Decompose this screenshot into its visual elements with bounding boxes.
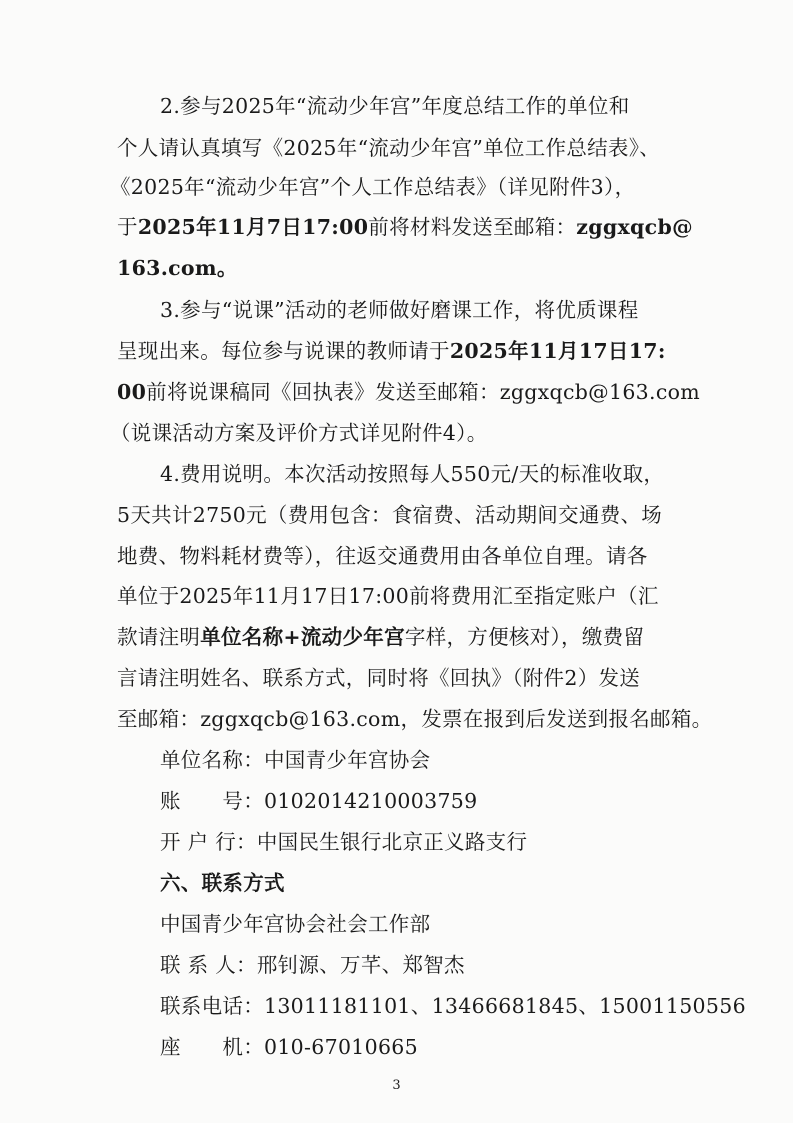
- bank-branch-label: 开 户 行：: [160, 830, 257, 854]
- contact-phone-value: 13011181101、13466681845、15001150556: [264, 994, 746, 1018]
- p3-line-2: [117, 337, 666, 365]
- p3-line-3: [117, 378, 700, 406]
- p4-remark-highlight: 单位名称+流动少年宫: [200, 625, 405, 649]
- p3-deadline: 2025年11月17日17:: [449, 339, 666, 363]
- p4-line-3: 地费、物料耗材费等），往返交通费用由各单位自理。请各: [117, 544, 648, 568]
- p2-line-4-prefix: 于: [117, 215, 138, 239]
- p4-line-6: 言请注明姓名、联系方式，同时将《回执》（附件2）发送: [117, 666, 641, 690]
- contact-phone-label: 联系电话：: [160, 994, 264, 1018]
- p4-line-1: 4.费用说明。本次活动按照每人550元/天的标准收取，: [160, 462, 665, 486]
- bank-name-value: 中国青少年宫协会: [264, 748, 431, 772]
- bank-branch-value: 中国民生银行北京正义路支行: [256, 830, 528, 854]
- bank-name-row: [160, 746, 430, 774]
- p3-deadline-end: 00: [117, 380, 147, 404]
- p2-email-part: zggxqcb@: [576, 215, 693, 239]
- page-number: 3: [392, 1078, 401, 1093]
- contact-phone-row: [160, 992, 746, 1020]
- p4-line-7: 至邮箱：zggxqcb@163.com，发票在报到后发送到报名邮箱。: [117, 707, 713, 731]
- bank-name-label: 单位名称：: [160, 748, 264, 772]
- contact-landline-value: 010-67010665: [264, 1035, 418, 1059]
- contact-landline-label: 座 机：: [160, 1035, 264, 1059]
- contact-heading: 六、联系方式: [160, 871, 285, 895]
- p2-line-1: 2.参与2025年“流动少年宫”年度总结工作的单位和: [160, 94, 630, 118]
- contact-department: 中国青少年宫协会社会工作部: [160, 912, 431, 936]
- bank-account-label: 账 号：: [160, 789, 264, 813]
- p2-deadline: 2025年11月7日17:00: [137, 215, 369, 239]
- p3-line-1: 3.参与“说课”活动的老师做好磨课工作，将优质课程: [160, 298, 639, 322]
- p2-line-3: 《2025年“流动少年宫”个人工作总结表》（详见附件3），: [110, 175, 636, 199]
- p4-line-4: 单位于2025年11月17日17:00前将费用汇至指定账户（汇: [117, 584, 659, 608]
- p2-line-5: 163.com。: [117, 256, 238, 280]
- bank-branch-row: [160, 828, 527, 856]
- p2-line-4: [117, 213, 693, 241]
- contact-person-value: 邢钊源、万芊、郑智杰: [256, 953, 465, 977]
- contact-person-row: [160, 951, 465, 979]
- p4-line-2: 5天共计2750元（费用包含：食宿费、活动期间交通费、场: [117, 503, 663, 527]
- bank-account-value: 0102014210003759: [264, 789, 478, 813]
- p3-line-3-text: 前将说课稿同《回执表》发送至邮箱：zggxqcb@163.com: [146, 380, 700, 404]
- p2-line-2: 个人请认真填写《2025年“流动少年宫”单位工作总结表》、: [117, 136, 661, 160]
- p3-line-2-text: 呈现出来。每位参与说课的教师请于: [117, 339, 450, 363]
- p2-line-4-mid: 前将材料发送至邮箱：: [368, 215, 577, 239]
- p4-line-5-a: 款请注明: [117, 625, 201, 649]
- contact-landline-row: [160, 1033, 418, 1061]
- bank-account-row: [160, 787, 477, 815]
- contact-person-label: 联 系 人：: [160, 953, 257, 977]
- p4-line-5-c: 字样，方便核对），缴费留: [404, 625, 645, 649]
- p3-line-4: （说课活动方案及评价方式详见附件4）。: [110, 421, 488, 445]
- p4-line-5: [117, 623, 644, 651]
